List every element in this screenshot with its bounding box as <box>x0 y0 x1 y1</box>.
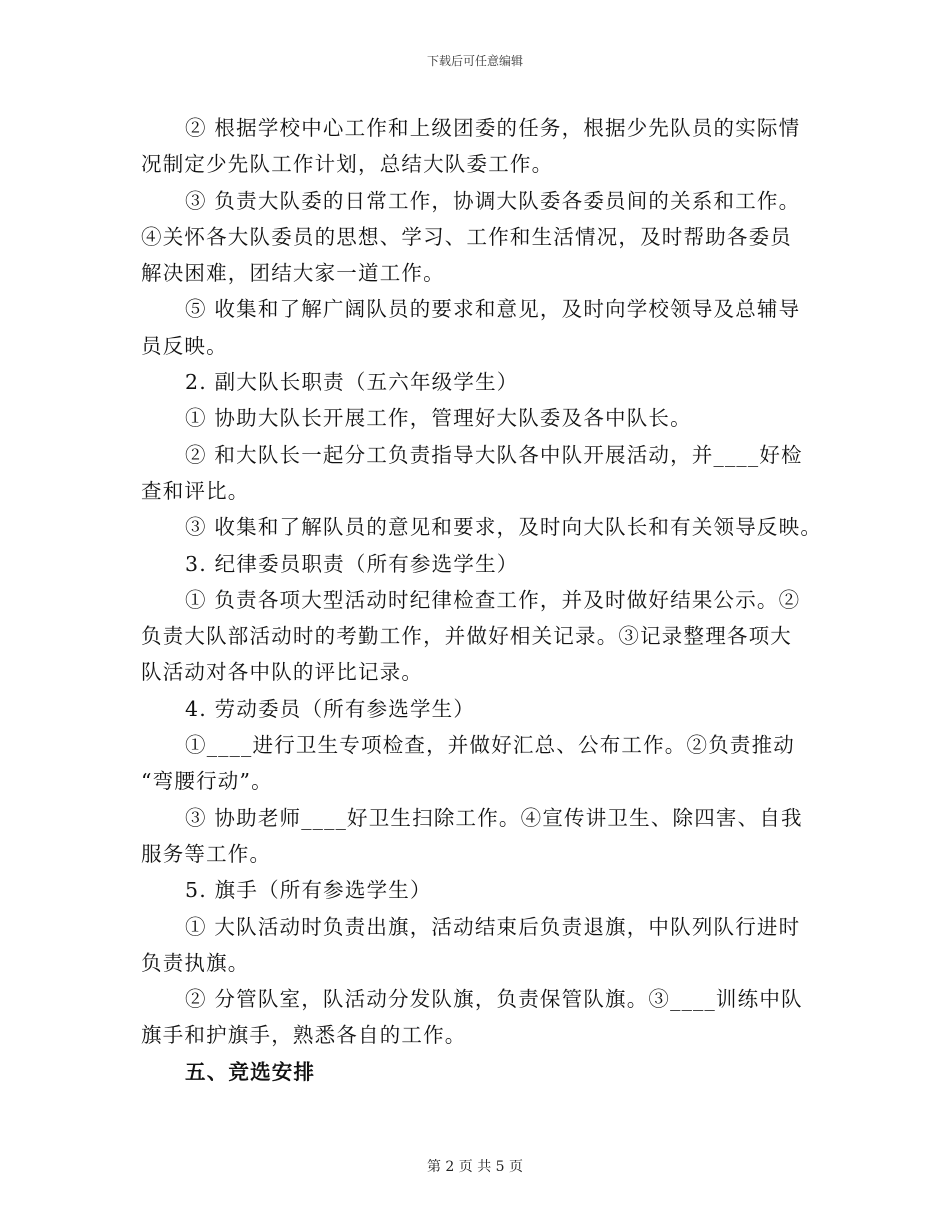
section-heading: 2. 副大队长职责（五六年级学生） <box>185 370 519 395</box>
paragraph-line: ③ 协助老师____好卫生扫除工作。④宣传讲卫生、除四害、自我 <box>185 805 803 830</box>
paragraph-line: ③ 收集和了解队员的意见和要求，及时向大队长和有关领导反映。 <box>185 515 823 540</box>
chapter-heading: 五、竞选安排 <box>185 1059 316 1084</box>
paragraph-line: ② 根据学校中心工作和上级团委的任务，根据少先队员的实际情 <box>185 116 801 140</box>
paragraph-line: 况制定少先队工作计划，总结大队委工作。 <box>141 152 554 177</box>
paragraph-line: 服务等工作。 <box>141 841 272 866</box>
paragraph-line: ④关怀各大队委员的思想、学习、工作和生活情况，及时帮助各委员 <box>141 224 792 249</box>
paragraph-line: 查和评比。 <box>141 478 250 503</box>
document-body <box>141 110 823 1090</box>
paragraph-line: ① 负责各项大型活动时纪律检查工作，并及时做好结果公示。② <box>185 587 801 612</box>
page-header: 下载后可任意编辑 <box>426 54 523 68</box>
page-footer: 第 2 页 共 5 页 <box>426 1159 524 1175</box>
paragraph-line: 旗手和护旗手，熟悉各自的工作。 <box>141 1023 467 1048</box>
section-heading: 4. 劳动委员（所有参选学生） <box>185 696 476 721</box>
paragraph-line: ② 和大队长一起分工负责指导大队各中队开展活动，并____好检 <box>185 442 803 467</box>
section-heading: 5. 旗手（所有参选学生） <box>185 878 432 903</box>
section-heading: 3. 纪律委员职责（所有参选学生） <box>185 551 519 576</box>
paragraph-line: 解决困难，团结大家一道工作。 <box>141 261 445 286</box>
paragraph-line: “弯腰行动”。 <box>141 769 273 794</box>
paragraph-line: 负责大队部活动时的考勤工作，并做好相关记录。③记录整理各项大 <box>141 624 792 649</box>
paragraph-line: 队活动对各中队的评比记录。 <box>141 660 424 685</box>
paragraph-line: ①____进行卫生专项检查，并做好汇总、公布工作。②负责推动 <box>185 733 795 758</box>
paragraph-line: ③ 负责大队委的日常工作，协调大队委各委员间的关系和工作。 <box>185 188 801 213</box>
paragraph-line: 负责执旗。 <box>141 950 250 975</box>
paragraph-line: 员反映。 <box>141 333 228 358</box>
paragraph-line: ① 协助大队长开展工作，管理好大队委及各中队长。 <box>185 406 692 431</box>
paragraph-line: ② 分管队室，队活动分发队旗，负责保管队旗。③____训练中队 <box>185 987 803 1012</box>
paragraph-line: ⑤ 收集和了解广阔队员的要求和意见，及时向学校领导及总辅导 <box>185 297 801 322</box>
paragraph-line: ① 大队活动时负责出旗，活动结束后负责退旗，中队列队行进时 <box>185 914 801 939</box>
